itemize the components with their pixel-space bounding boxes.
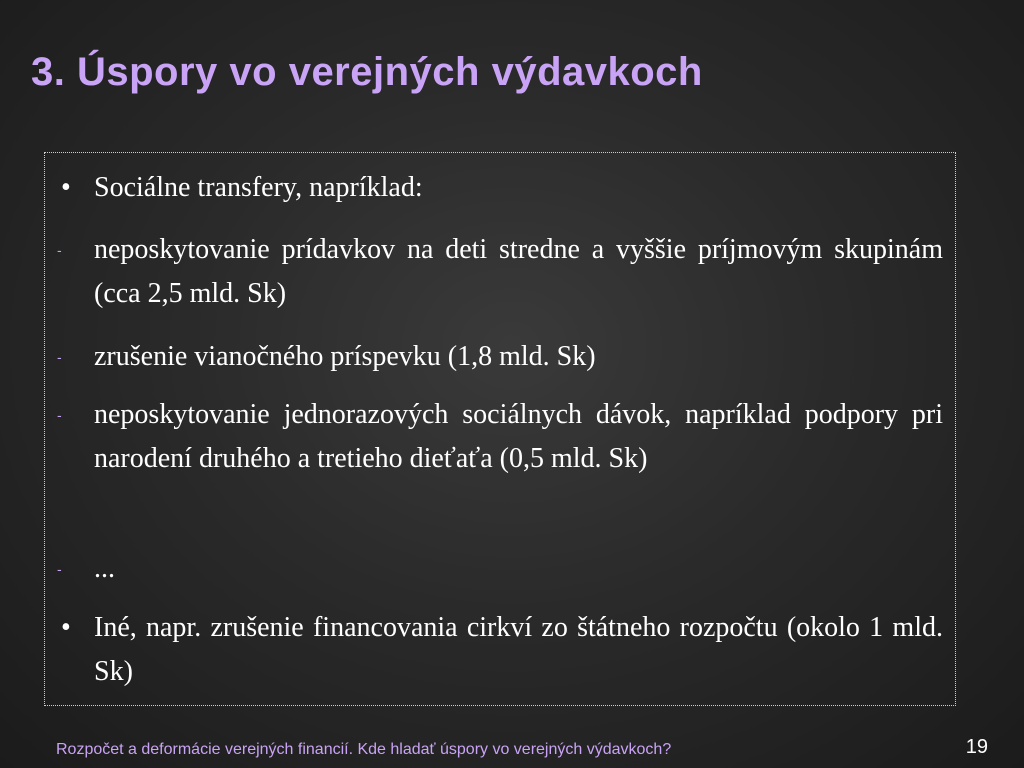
page-number: 19 (965, 736, 988, 758)
content-box (44, 152, 956, 706)
bullet-marker: • (61, 612, 71, 643)
slide-title: 3. Úspory vo verejných výdavkoch (31, 50, 703, 94)
dash-text: neposkytovanie jednorazových sociálnych dávok, napríklad podpory pri narodení druhého a tretieho dieťaťa (0,5 mld. Sk) (94, 399, 943, 474)
dash-marker: - (57, 242, 62, 258)
dash-text: neposkytovanie prídavkov na deti stredne a vyššie príjmovým skupinám (cca 2,5 mld. Sk) (94, 234, 943, 309)
slide-footer: Rozpočet a deformácie verejných financií. Kde hladať úspory vo verejných výdavkoch? (56, 741, 672, 758)
bullet-text: Iné, napr. zrušenie financovania cirkví zo štátneho rozpočtu (okolo 1 mld. Sk) (94, 612, 943, 687)
dash-marker: - (57, 407, 62, 423)
bullet-marker: • (61, 172, 71, 203)
dash-text: ... (94, 553, 115, 584)
dash-marker: - (57, 561, 62, 577)
dash-text: zrušenie vianočného príspevku (1,8 mld. Sk) (94, 341, 596, 372)
dash-marker: - (57, 349, 62, 365)
bullet-text: Sociálne transfery, napríklad: (94, 172, 423, 203)
